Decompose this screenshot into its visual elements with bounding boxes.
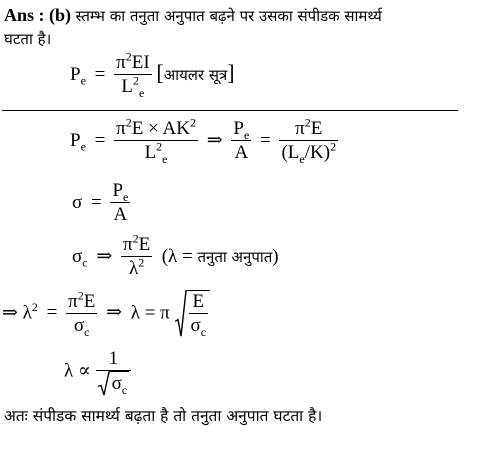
eq5-sqrt-den-sub: c bbox=[200, 324, 207, 339]
eq4-lhs: σ bbox=[72, 245, 83, 267]
eq1-num-rest: EI bbox=[131, 52, 150, 73]
sqrt-sign-icon bbox=[175, 290, 187, 338]
eq1-lhs: P bbox=[70, 63, 81, 85]
eq2-num1-sup2: 2 bbox=[189, 115, 196, 130]
eq2-den3-sup: 2 bbox=[330, 139, 337, 154]
eq2-num3: π bbox=[295, 118, 305, 139]
eq6-lhs: λ ∝ bbox=[64, 360, 91, 382]
eq5-arrow: ⇒ bbox=[2, 302, 18, 324]
eq5-arrow2: ⇒ bbox=[106, 302, 122, 324]
heading-line1: स्तम्भ का तनुता अनुपात बढ़ने पर उसका संपीडक सामर्थ्य bbox=[75, 7, 382, 25]
eq2-lhs: P bbox=[70, 129, 81, 151]
eq2-num3-sup: 2 bbox=[304, 115, 311, 130]
eq1-note: आयलर सूत्र bbox=[163, 65, 228, 84]
eq2-fraction3 bbox=[279, 115, 338, 166]
eq1-fraction bbox=[114, 49, 152, 100]
eq4-den-sup: 2 bbox=[138, 255, 145, 270]
eq4-fraction bbox=[121, 231, 152, 281]
eq2-f2-num: P bbox=[233, 118, 244, 139]
eq6-sqrt-sub: c bbox=[121, 382, 128, 397]
eq1-den-sub: e bbox=[139, 85, 145, 100]
eq2-arrow: ⇒ bbox=[206, 129, 223, 151]
eq4-num-rest: E bbox=[138, 234, 151, 255]
eq1-den-sup: 2 bbox=[133, 73, 140, 88]
eq6-sqrt-body: σ bbox=[111, 373, 122, 395]
eq2-num1-sup: 2 bbox=[125, 115, 132, 130]
eq2-num1-rest: E × AK bbox=[131, 118, 190, 139]
load-equation: $P_e$ = $\frac{\pi^2E \times AK^2}{L^2_e}$ ⇒ $\frac{P_e}{A}$ = $\frac{\pi^2E}{(L_e/K)^2}$ bbox=[70, 115, 337, 166]
eq3-num: P bbox=[112, 180, 124, 201]
eq2-num3-rest: E bbox=[310, 118, 323, 139]
eq5-den: σ bbox=[73, 314, 85, 336]
eq5-lhs-sup: 2 bbox=[31, 300, 38, 315]
eq4-num-sup: 2 bbox=[132, 231, 139, 246]
eq2-lhs-sub: e bbox=[80, 139, 86, 154]
critical-stress-equation bbox=[72, 231, 279, 281]
eq4-note-text: तनुता अनुपात bbox=[197, 247, 273, 266]
eq2-f2-den: A bbox=[234, 142, 249, 163]
slenderness-equation: ⇒ $\lambda^2$ = $\frac{\pi^2E}{\sigma_c}$ ⇒ λ = π $\frac{E}{\sigma_c}$ bbox=[2, 290, 210, 338]
eq6-sqrt bbox=[98, 371, 130, 396]
eq5-sqrt-den: σ bbox=[190, 315, 201, 336]
eq1-lhs-sub: e bbox=[80, 73, 86, 88]
eq6-fraction bbox=[96, 348, 132, 396]
answer-heading bbox=[4, 4, 382, 27]
eq4-note-close: ) bbox=[272, 245, 279, 267]
eq2-den3: (L bbox=[281, 142, 300, 163]
eq2-den3-sub: e bbox=[299, 151, 305, 166]
eq5-fraction bbox=[66, 288, 97, 339]
eq2-fraction2 bbox=[231, 118, 251, 165]
eq3-lhs: σ bbox=[72, 191, 83, 213]
eq2-den1: L bbox=[144, 142, 157, 163]
eq3-fraction bbox=[110, 180, 130, 227]
eq4-arrow: ⇒ bbox=[96, 245, 113, 267]
eq2-fraction1 bbox=[114, 115, 198, 166]
proportionality-equation bbox=[64, 348, 131, 396]
eq5-sqrt bbox=[175, 290, 211, 338]
divider bbox=[2, 110, 458, 111]
stress-equation: σ = $\frac{P_e}{A}$ bbox=[72, 180, 129, 225]
eq6-num: 1 bbox=[96, 348, 132, 371]
heading-line2: घटता है। bbox=[4, 30, 52, 48]
eq2-den3-rest: /K) bbox=[304, 142, 331, 163]
eq5-sqrt-num: E bbox=[189, 291, 209, 314]
eq1-num-sup: 2 bbox=[125, 49, 132, 64]
eq2-num1: π bbox=[116, 118, 126, 139]
answer-label: Ans : (b) bbox=[4, 5, 72, 25]
eq1-den: L bbox=[121, 76, 134, 97]
eq4-den: λ bbox=[128, 258, 139, 279]
eq4-note-open: (λ = bbox=[161, 245, 198, 267]
eq4-num: π bbox=[123, 234, 133, 255]
eq1-num: π bbox=[116, 52, 126, 73]
sqrt-sign-icon bbox=[98, 371, 110, 396]
eq2-den1-sup: 2 bbox=[156, 139, 163, 154]
euler-formula: $P_e$ = $\frac{\pi^2EI}{L^2_e}$ [आयलर सूत्र] bbox=[70, 49, 235, 100]
eq5-den-sub: c bbox=[84, 324, 90, 339]
conclusion-text: अतः संपीडक सामर्थ्य बढ़ता है तो तनुता अनुपात घटता है। bbox=[4, 407, 323, 425]
eq5-rhs: λ = π bbox=[130, 302, 170, 324]
eq5-lhs: λ bbox=[22, 302, 32, 324]
eq5-num: π bbox=[68, 290, 78, 312]
eq3-den: A bbox=[113, 204, 128, 225]
eq2-f2-num-sub: e bbox=[243, 127, 250, 142]
eq4-lhs-sub: c bbox=[82, 255, 88, 270]
eq3-num-sub: e bbox=[123, 189, 129, 204]
eq5-num-sup: 2 bbox=[77, 288, 84, 303]
eq5-sqrt-fraction bbox=[189, 291, 209, 338]
eq5-num-rest: E bbox=[83, 290, 96, 312]
eq2-den1-sub: e bbox=[162, 151, 168, 166]
